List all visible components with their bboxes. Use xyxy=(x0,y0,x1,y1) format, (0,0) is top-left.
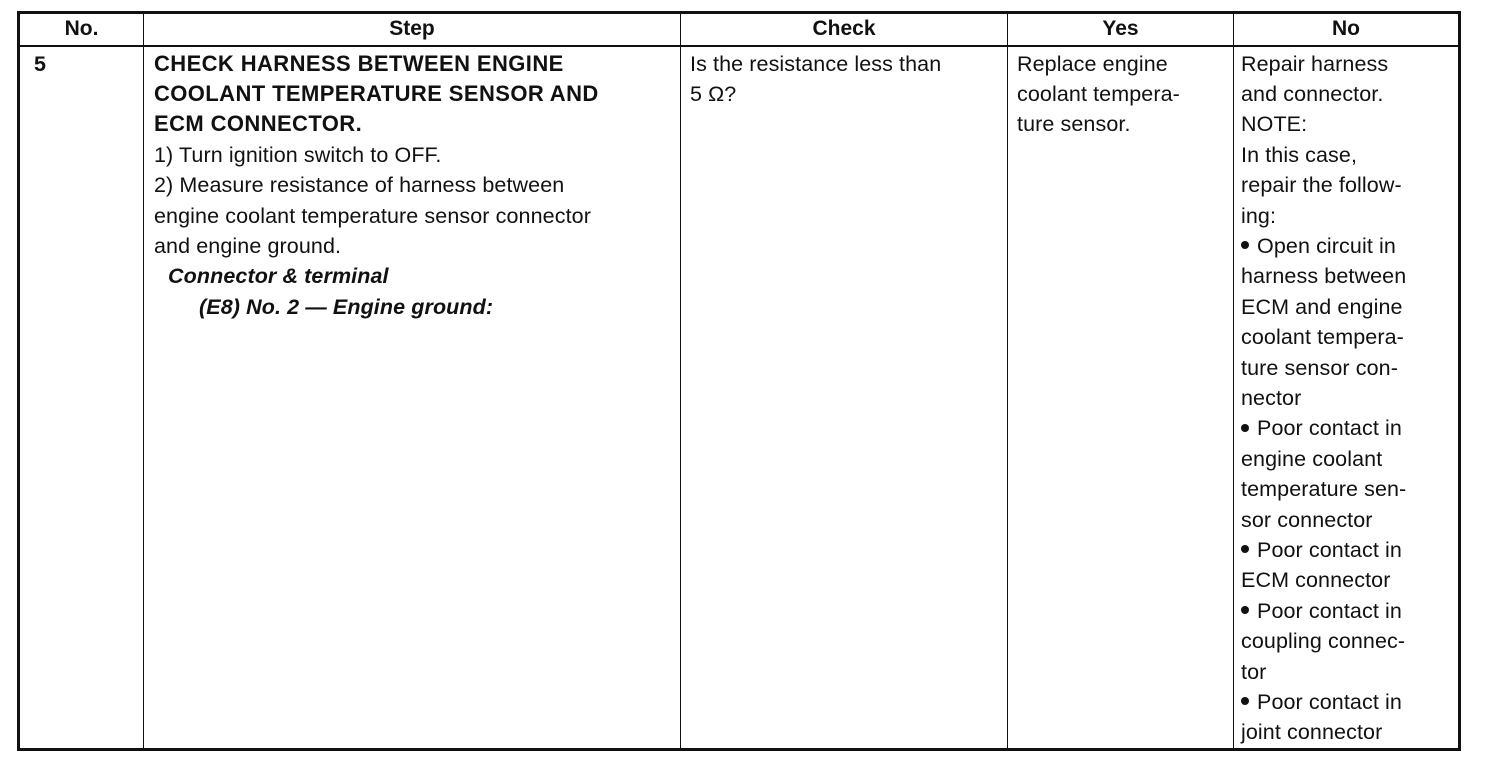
no-result-cell xyxy=(1234,46,1460,750)
no-line xyxy=(1241,49,1458,79)
table-header-row xyxy=(19,13,1460,46)
no-line xyxy=(1241,505,1458,535)
yes-line: ture sensor. xyxy=(1017,112,1131,137)
no-line-text: ing: xyxy=(1241,203,1277,228)
step-heading-line: CHECK HARNESS BETWEEN ENGINE xyxy=(154,50,564,76)
no-line xyxy=(1241,717,1458,747)
no-bullet-item xyxy=(1241,535,1458,565)
no-line-text: joint connector xyxy=(1241,720,1383,745)
no-line xyxy=(1241,261,1458,291)
no-line-text: nector xyxy=(1241,385,1302,410)
no-line-text: In this case, xyxy=(1241,142,1358,167)
no-line xyxy=(1241,79,1458,109)
step-number-cell xyxy=(19,46,144,750)
step-heading-line: COOLANT TEMPERATURE SENSOR AND xyxy=(154,80,599,106)
yes-cell xyxy=(1008,46,1234,750)
no-line-text: Poor contact in xyxy=(1257,598,1402,623)
no-line xyxy=(1241,353,1458,383)
no-bullet-item xyxy=(1241,413,1458,443)
no-line-text: coolant tempera- xyxy=(1241,325,1404,350)
step-heading-line: ECM CONNECTOR. xyxy=(154,111,363,137)
no-line xyxy=(1241,626,1458,656)
no-line-text: Repair harness xyxy=(1241,51,1389,76)
header-check: Check xyxy=(681,13,1008,46)
check-cell xyxy=(681,46,1008,750)
no-bullet-item xyxy=(1241,687,1458,717)
yes-line: Replace engine xyxy=(1017,51,1168,76)
header-yes: Yes xyxy=(1008,13,1234,46)
no-line-text: Poor contact in xyxy=(1257,690,1402,715)
no-line xyxy=(1241,292,1458,322)
no-line xyxy=(1241,565,1458,595)
step-cell xyxy=(144,46,681,750)
no-line-text: repair the follow- xyxy=(1241,173,1402,198)
step-body-line: 1) Turn ignition switch to OFF. xyxy=(154,142,442,167)
no-line xyxy=(1241,140,1458,170)
diagnostic-table xyxy=(17,11,1461,751)
check-line: Is the resistance less than xyxy=(690,51,942,76)
step-body-line: 2) Measure resistance of harness between xyxy=(154,173,565,198)
yes-line: coolant tempera- xyxy=(1017,81,1180,106)
no-line-text: Poor contact in xyxy=(1257,416,1402,441)
no-line xyxy=(1241,170,1458,200)
no-bullet-item xyxy=(1241,231,1458,261)
no-line xyxy=(1241,322,1458,352)
no-line xyxy=(1241,383,1458,413)
no-line-text: harness between xyxy=(1241,264,1407,289)
no-line-text: and connector. xyxy=(1241,81,1384,106)
no-line xyxy=(1241,201,1458,231)
no-line-text: ture sensor con- xyxy=(1241,355,1398,380)
bullet-icon xyxy=(1241,424,1249,432)
bullet-icon xyxy=(1241,545,1249,553)
step-body-line: engine coolant temperature sensor connector xyxy=(154,203,591,228)
connector-label: Connector & terminal xyxy=(168,264,389,289)
no-line xyxy=(1241,444,1458,474)
no-line xyxy=(1241,109,1458,139)
table-row xyxy=(19,46,1460,750)
connector-detail: (E8) No. 2 — Engine ground: xyxy=(199,294,494,319)
step-number: 5 xyxy=(34,51,47,76)
no-line-text: tor xyxy=(1241,659,1267,684)
header-step: Step xyxy=(144,13,681,46)
no-line-text: ECM connector xyxy=(1241,568,1391,593)
no-line-text: engine coolant xyxy=(1241,446,1383,471)
no-line-text: ECM and engine xyxy=(1241,294,1403,319)
no-line xyxy=(1241,657,1458,687)
check-line: 5 Ω? xyxy=(690,81,737,106)
no-line-text: sor connector xyxy=(1241,507,1373,532)
bullet-icon xyxy=(1241,241,1249,249)
header-no-result: No xyxy=(1234,13,1460,46)
step-body-line: and engine ground. xyxy=(154,233,342,258)
bullet-icon xyxy=(1241,606,1249,614)
header-no: No. xyxy=(19,13,144,46)
no-line-text: NOTE: xyxy=(1241,112,1308,137)
bullet-icon xyxy=(1241,697,1249,705)
no-line-text: temperature sen- xyxy=(1241,477,1407,502)
no-line-text: Open circuit in xyxy=(1257,233,1396,258)
no-line-text: coupling connec- xyxy=(1241,629,1406,654)
no-line xyxy=(1241,474,1458,504)
no-bullet-item xyxy=(1241,596,1458,626)
no-line-text: Poor contact in xyxy=(1257,538,1402,562)
